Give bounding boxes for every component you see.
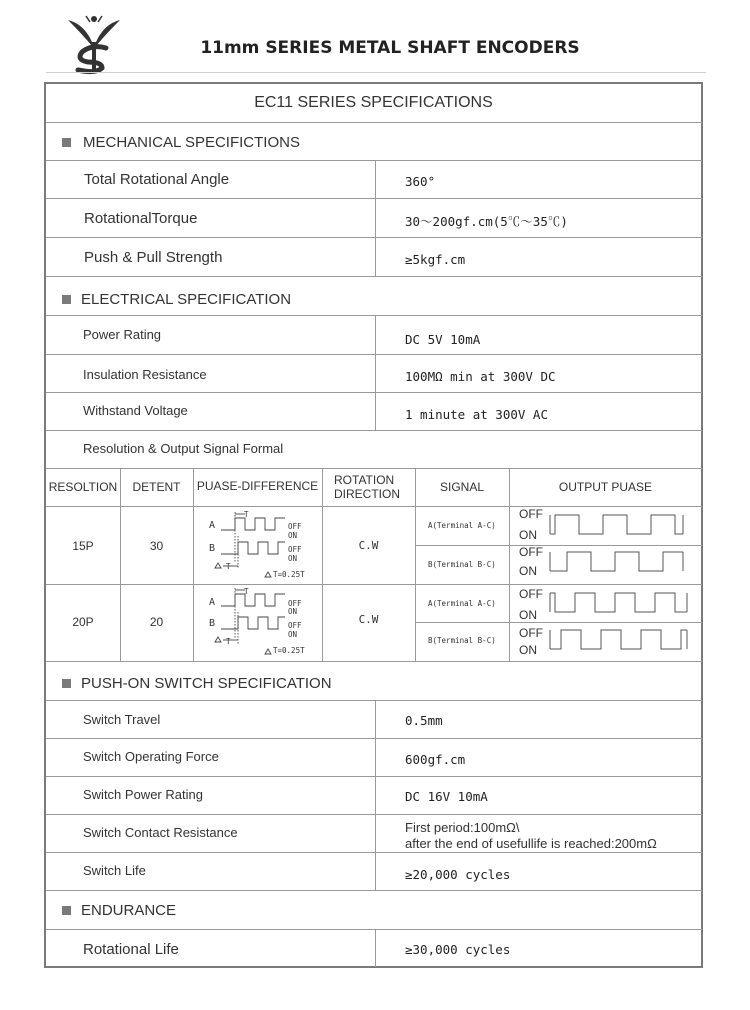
spec-value: 100MΩ min at 300V DC (405, 369, 556, 384)
col-header-resolution: RESOLTION (48, 480, 118, 494)
rule (46, 852, 702, 853)
output-off-label: OFF (519, 626, 543, 640)
phase-t-label: T (244, 587, 249, 596)
rule (46, 392, 702, 393)
output-on-label: ON (519, 643, 537, 657)
cell-resolution: 20P (72, 615, 94, 629)
cell-signal-b: B(Terminal B-C) (428, 560, 496, 569)
cell-detent: 30 (149, 539, 164, 553)
cell-detent: 20 (149, 615, 164, 629)
section-heading-push-switch: PUSH-ON SWITCH SPECIFICATION (81, 675, 332, 692)
cell-resolution: 15P (72, 539, 94, 553)
phase-label-b: B (209, 618, 216, 629)
cell-direction: C.W (358, 613, 379, 626)
rule (46, 776, 702, 777)
col-header-rotation: ROTATION (334, 473, 395, 487)
rule (46, 160, 702, 161)
section-heading-endurance: ENDURANCE (81, 902, 177, 919)
section-bullet (62, 679, 71, 688)
section-bullet (62, 906, 71, 915)
cell-signal-b: B(Terminal B-C) (428, 636, 496, 645)
rule (46, 890, 702, 891)
column-divider (322, 468, 323, 661)
column-divider (375, 929, 376, 967)
section-bullet (62, 295, 71, 304)
section-bullet (62, 138, 71, 147)
spec-value: ≥5kgf.cm (405, 252, 466, 267)
phase-t-small: T (226, 637, 231, 646)
rule (46, 661, 702, 662)
rule (416, 545, 702, 546)
phase-label-a: A (209, 597, 216, 608)
company-logo (66, 14, 122, 74)
column-divider (120, 468, 121, 661)
spec-value: 360° (405, 174, 436, 189)
rule (46, 276, 702, 277)
spec-value: 600gf.cm (405, 752, 466, 767)
spec-value: DC 5V 10mA (405, 332, 481, 347)
col-header-phase: PUASE-DIFFERENCE (196, 479, 319, 493)
rule (46, 468, 702, 469)
col-header-direction: DIRECTION (334, 487, 400, 501)
spec-label: RotationalTorque (84, 210, 198, 227)
spec-value: after the end of usefullife is reached:200mΩ (405, 836, 657, 851)
spec-value: DC 16V 10mA (405, 789, 488, 804)
phase-label-b: B (209, 543, 216, 554)
rule (46, 929, 702, 930)
spec-label: Rotational Life (83, 941, 179, 958)
spec-value: ≥30,000 cycles (405, 942, 511, 957)
phase-label-a: A (209, 520, 216, 531)
column-divider (375, 160, 376, 276)
resolution-label: Resolution & Output Signal Formal (83, 441, 284, 456)
rule (46, 354, 702, 355)
output-waveform-15p-b (545, 547, 695, 577)
rule (46, 198, 702, 199)
phase-on-label: ON (288, 531, 298, 540)
rule (46, 315, 702, 316)
spec-label: Switch Power Rating (83, 787, 203, 802)
output-waveform-20p-a (545, 588, 695, 618)
section-heading-mechanical: MECHANICAL SPECIFICTIONS (83, 134, 300, 151)
output-waveform-15p-a (545, 510, 695, 540)
col-header-signal: SIGNAL (439, 480, 484, 494)
rule (46, 506, 702, 507)
column-divider (509, 468, 510, 661)
rule (46, 738, 702, 739)
spec-value: ≥20,000 cycles (405, 867, 511, 882)
phase-off-label: OFF (288, 621, 302, 630)
cell-signal-a: A(Terminal A-C) (428, 521, 496, 530)
page-title: 11mm SERIES METAL SHAFT ENCODERS (200, 38, 580, 58)
header-divider (46, 72, 706, 73)
rule (416, 622, 702, 623)
phase-off-label: OFF (288, 522, 302, 531)
col-header-detent: DETENT (132, 480, 181, 494)
phase-t-formula: T=0.25T (273, 570, 305, 579)
phase-diagram-20p (193, 584, 322, 661)
spec-label: Withstand Voltage (83, 403, 188, 418)
output-on-label: ON (519, 528, 537, 542)
spec-value: 30～200gf.cm(5℃～35℃) (405, 214, 568, 229)
spec-label: Insulation Resistance (83, 367, 207, 382)
output-off-label: OFF (519, 507, 543, 521)
spec-label: Switch Travel (83, 712, 161, 727)
spec-label: Switch Operating Force (83, 749, 219, 764)
rule (46, 700, 702, 701)
cell-signal-a: A(Terminal A-C) (428, 599, 496, 608)
column-divider (375, 700, 376, 890)
spec-value: 1 minute at 300V AC (405, 407, 548, 422)
rule (46, 584, 702, 585)
rule (46, 430, 702, 431)
cell-direction: C.W (358, 539, 379, 552)
spec-value: First period:100mΩ\ (405, 820, 520, 835)
column-divider (375, 315, 376, 430)
phase-on-label: ON (288, 630, 298, 639)
output-on-label: ON (519, 608, 537, 622)
section-heading-electrical: ELECTRICAL SPECIFICATION (81, 291, 292, 308)
phase-off-label: OFF (288, 545, 302, 554)
col-header-output: OUTPUT PUASE (558, 480, 653, 494)
spec-label: Push & Pull Strength (84, 249, 223, 266)
spec-label: Power Rating (83, 327, 162, 342)
phase-on-label: ON (288, 607, 298, 616)
phase-off-label: OFF (288, 599, 302, 608)
output-off-label: OFF (519, 587, 543, 601)
spec-label: Total Rotational Angle (84, 171, 230, 188)
rule (46, 237, 702, 238)
output-off-label: OFF (519, 545, 543, 559)
phase-diagram-15p (193, 506, 322, 584)
column-divider (415, 468, 416, 661)
phase-t-small: T (226, 562, 231, 571)
spec-value: 0.5mm (405, 713, 443, 728)
output-on-label: ON (519, 564, 537, 578)
phase-t-label: T (244, 510, 249, 519)
phase-t-formula: T=0.25T (273, 646, 305, 655)
sheet-title: EC11 SERIES SPECIFICATIONS (254, 94, 493, 111)
spec-label: Switch Contact Resistance (83, 825, 238, 840)
phase-on-label: ON (288, 554, 298, 563)
spec-label: Switch Life (83, 863, 146, 878)
rule (46, 814, 702, 815)
rule (46, 122, 702, 123)
output-waveform-20p-b (545, 625, 695, 655)
